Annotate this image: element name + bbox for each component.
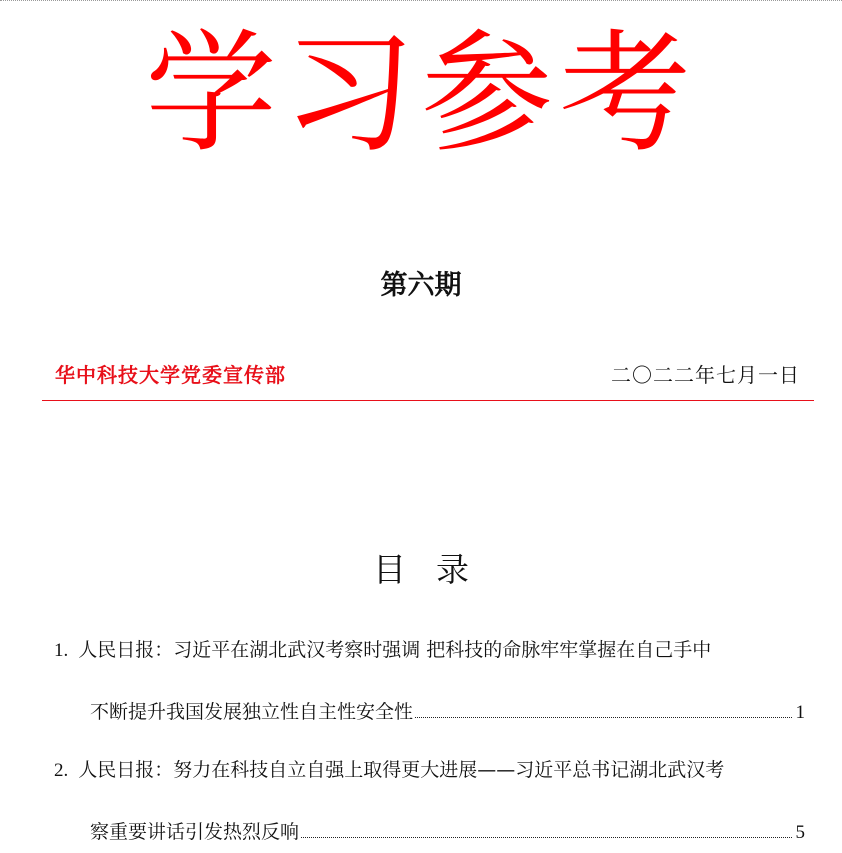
toc-entry-line1 xyxy=(54,756,724,785)
toc-entry-number: 2. xyxy=(54,760,69,781)
toc-leader-dots xyxy=(415,716,791,718)
toc-entry-title: 人民日报：习近平在湖北武汉考察时强调 把科技的命脉牢牢掌握在自己手中 xyxy=(78,639,712,661)
toc-page-number: 1 xyxy=(795,702,805,723)
toc-entry-line2 xyxy=(90,698,805,727)
issue-number: 第六期 xyxy=(380,270,462,301)
publisher-name: 华中科技大学党委宣传部 xyxy=(55,363,286,387)
toc-page-number: 5 xyxy=(795,822,805,843)
top-dotted-rule xyxy=(0,0,842,1)
issue-date: 二〇二二年七月一日 xyxy=(611,363,800,387)
toc-entry-title-continued: 察重要讲话引发热烈反响 xyxy=(90,821,300,843)
toc-entry-line2 xyxy=(90,818,805,847)
masthead-title: 学习参考 xyxy=(145,17,697,171)
toc-entry-title-continued: 不断提升我国发展独立性自主性安全性 xyxy=(90,701,414,723)
toc-entry-title: 人民日报：努力在科技自立自强上取得更大进展——习近平总书记湖北武汉考 xyxy=(78,759,725,781)
toc-entry-line1 xyxy=(54,636,711,665)
toc-heading: 目录 xyxy=(373,550,499,589)
toc-leader-dots xyxy=(301,836,791,838)
toc-entry-number: 1. xyxy=(54,640,69,661)
header-divider xyxy=(42,400,814,401)
